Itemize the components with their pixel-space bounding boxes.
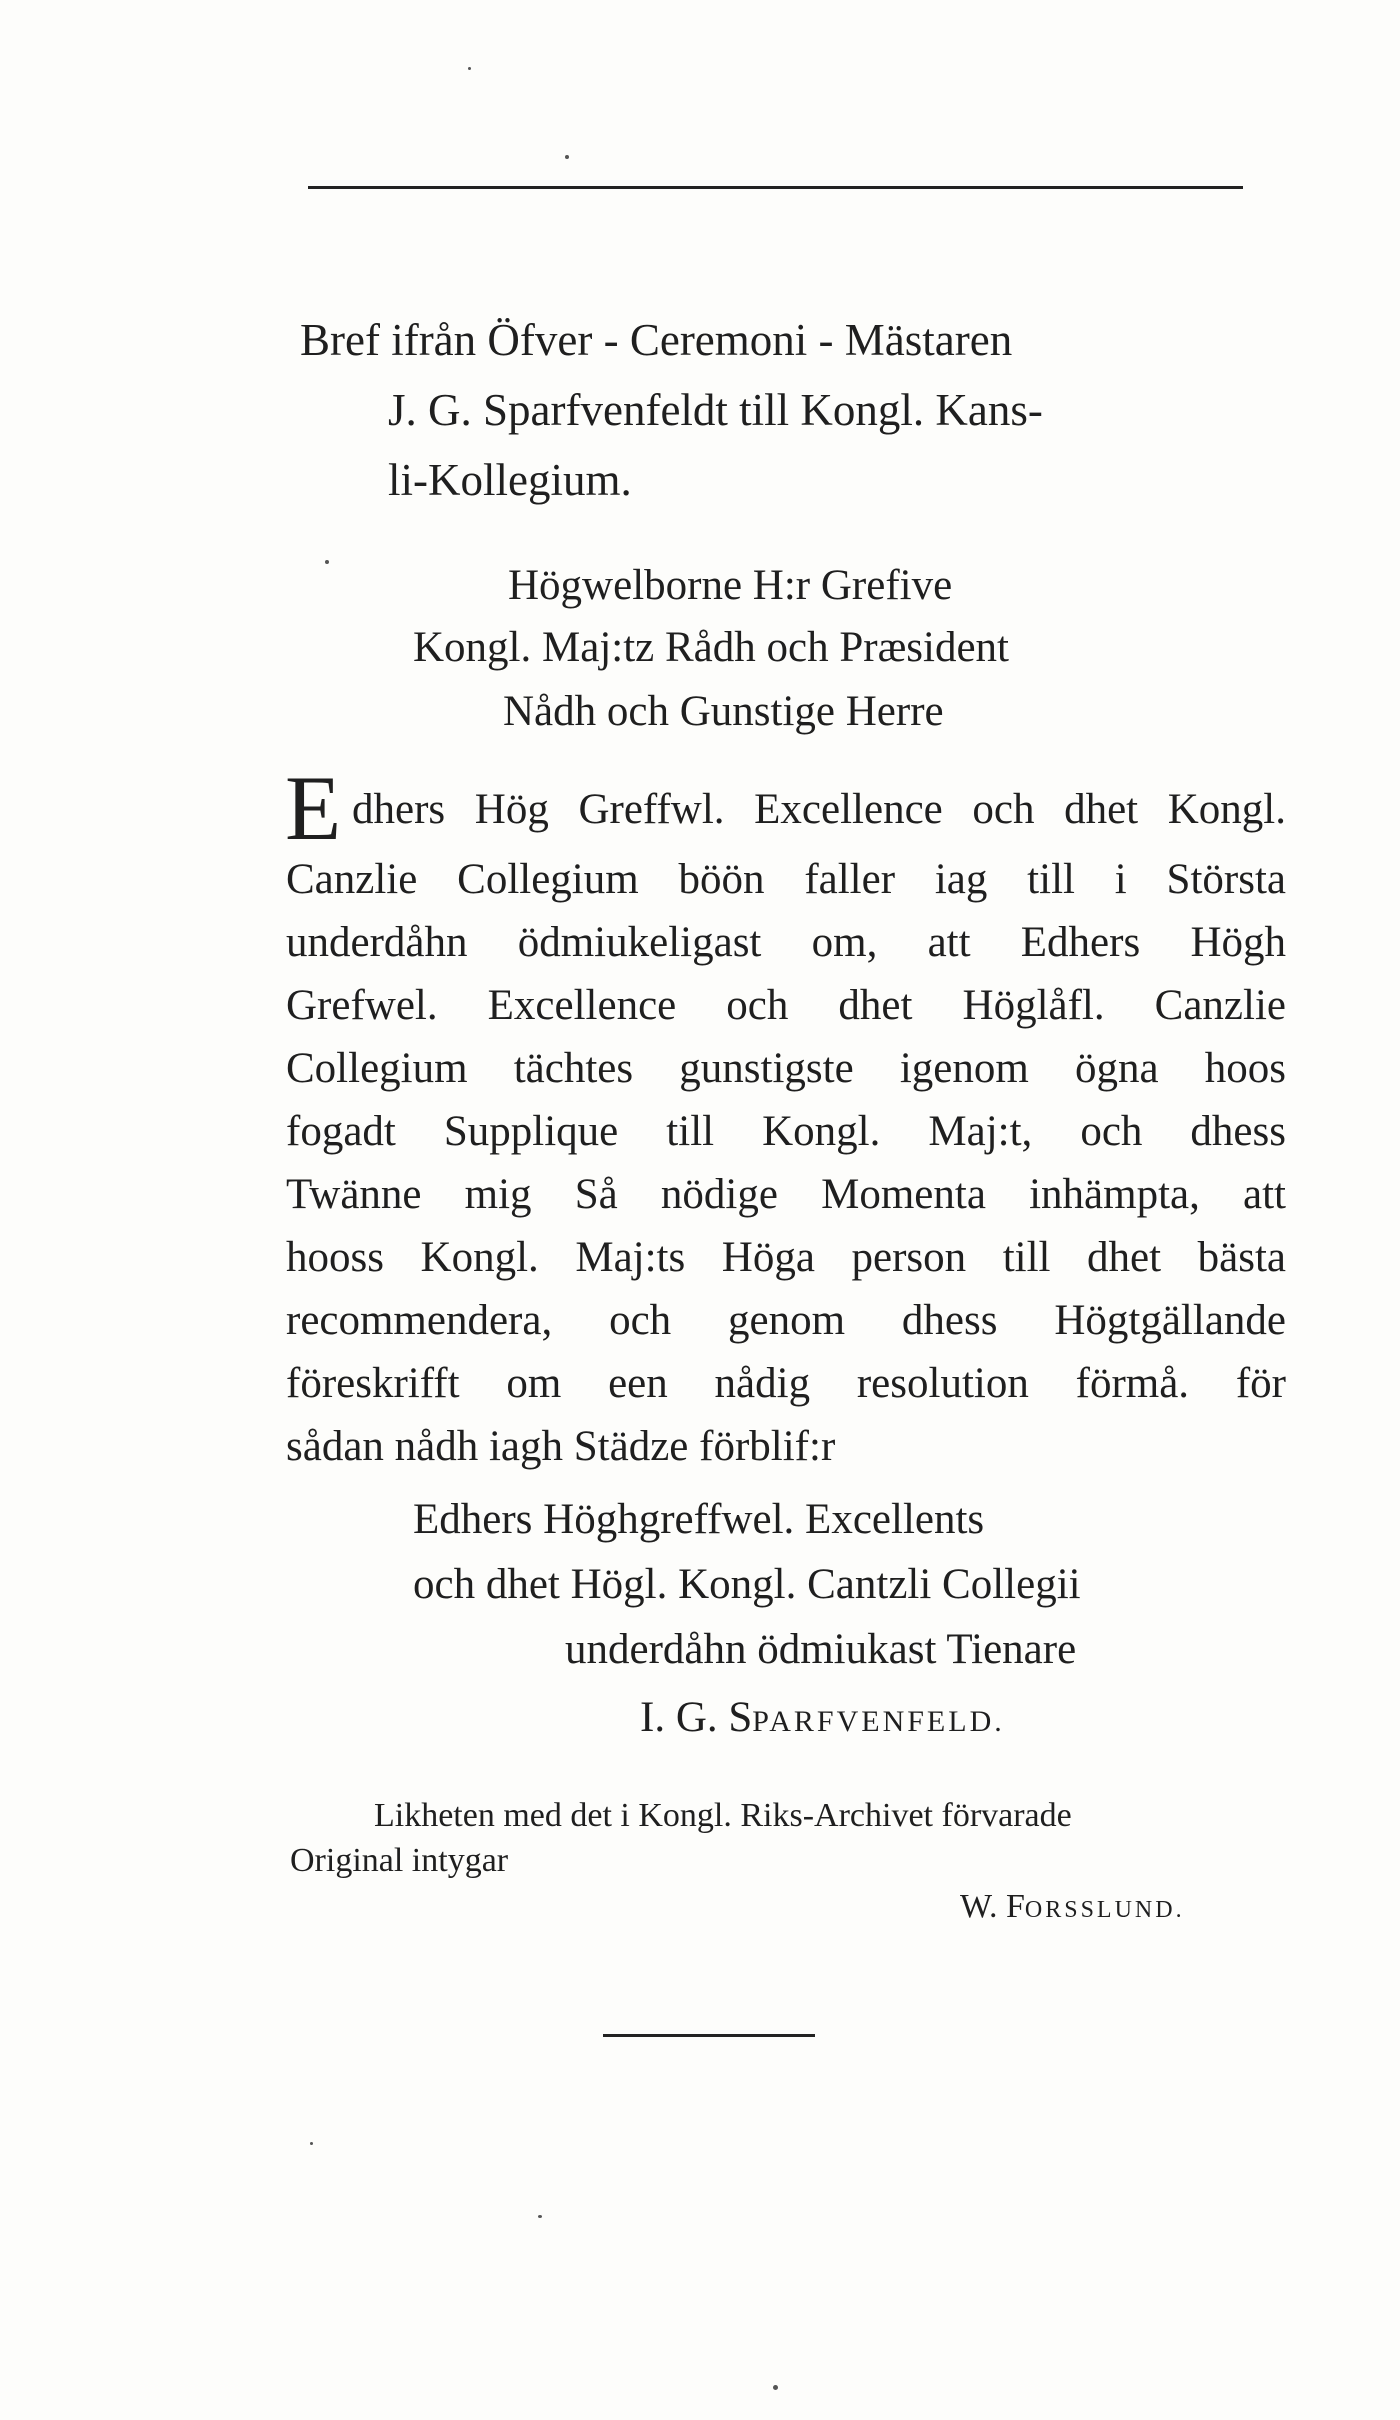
body-line-9: recommendera, och genom dhess Högtgällande: [286, 1297, 1286, 1344]
speck: [565, 155, 569, 159]
closing-line-3: underdåhn ödmiukast Tienare: [565, 1626, 1077, 1673]
title-line-2: J. G. Sparfvenfeldt till Kongl. Kans-: [388, 385, 1043, 435]
signature-surname: PARFVENFELD.: [752, 1705, 1005, 1738]
closing-line-2: och dhet Högl. Kongl. Cantzli Collegii: [413, 1561, 1081, 1608]
body-line-2: Canzlie Collegium böön faller iag till i Största: [286, 856, 1286, 903]
bottom-rule: [603, 2034, 815, 2037]
attestation-line-1: Likheten med det i Kongl. Riks-Archivet förvarade: [374, 1797, 1072, 1834]
attestation-line-2: Original intygar: [290, 1842, 509, 1879]
body-line-4: Grefwel. Excellence och dhet Höglåfl. Canzlie: [286, 982, 1286, 1029]
attestation-signer-surname: ORSSLUND.: [1024, 1897, 1185, 1923]
salutation-line-1: Högwelborne H:r Grefive: [508, 562, 953, 609]
attestation-signer-initial: W. F: [960, 1888, 1025, 1925]
body-line-5: Collegium tächtes gunstigste igenom ögna hoos: [286, 1045, 1286, 1092]
salutation-line-2: Kongl. Maj:tz Rådh och Præsident: [413, 624, 1009, 671]
salutation-line-3: Nådh och Gunstige Herre: [503, 688, 944, 735]
body-line-10: föreskrifft om een nådig resolution förmå. för: [286, 1360, 1286, 1407]
body-line-1: dhers Hög Greffwl. Excellence och dhet Kongl.: [352, 786, 1286, 833]
body-line-11: sådan nådh iagh Städze förblif:r: [286, 1423, 836, 1470]
top-rule: [308, 186, 1243, 189]
title-line-1: Bref ifrån Öfver - Ceremoni - Mästaren: [300, 315, 1013, 365]
attestation-signer: [960, 1884, 1185, 1933]
speck: [325, 560, 329, 564]
body-line-7: Twänne mig Så nödige Momenta inhämpta, att: [286, 1171, 1286, 1218]
drop-cap: E: [285, 757, 342, 859]
body-line-8: hooss Kongl. Maj:ts Höga person till dhet bästa: [286, 1234, 1286, 1281]
speck: [310, 2142, 313, 2145]
speck: [468, 67, 471, 70]
signature: [640, 1688, 1005, 1752]
title-line-3: li-Kollegium.: [388, 455, 632, 505]
closing-line-1: Edhers Höghgreffwel. Excellents: [413, 1496, 985, 1543]
speck: [538, 2215, 542, 2218]
body-line-3: underdåhn ödmiukeligast om, att Edhers Högh: [286, 919, 1286, 966]
body-line-6: fogadt Supplique till Kongl. Maj:t, och dhess: [286, 1108, 1286, 1155]
speck: [773, 2385, 778, 2390]
signature-initials: I. G. S: [640, 1694, 753, 1741]
